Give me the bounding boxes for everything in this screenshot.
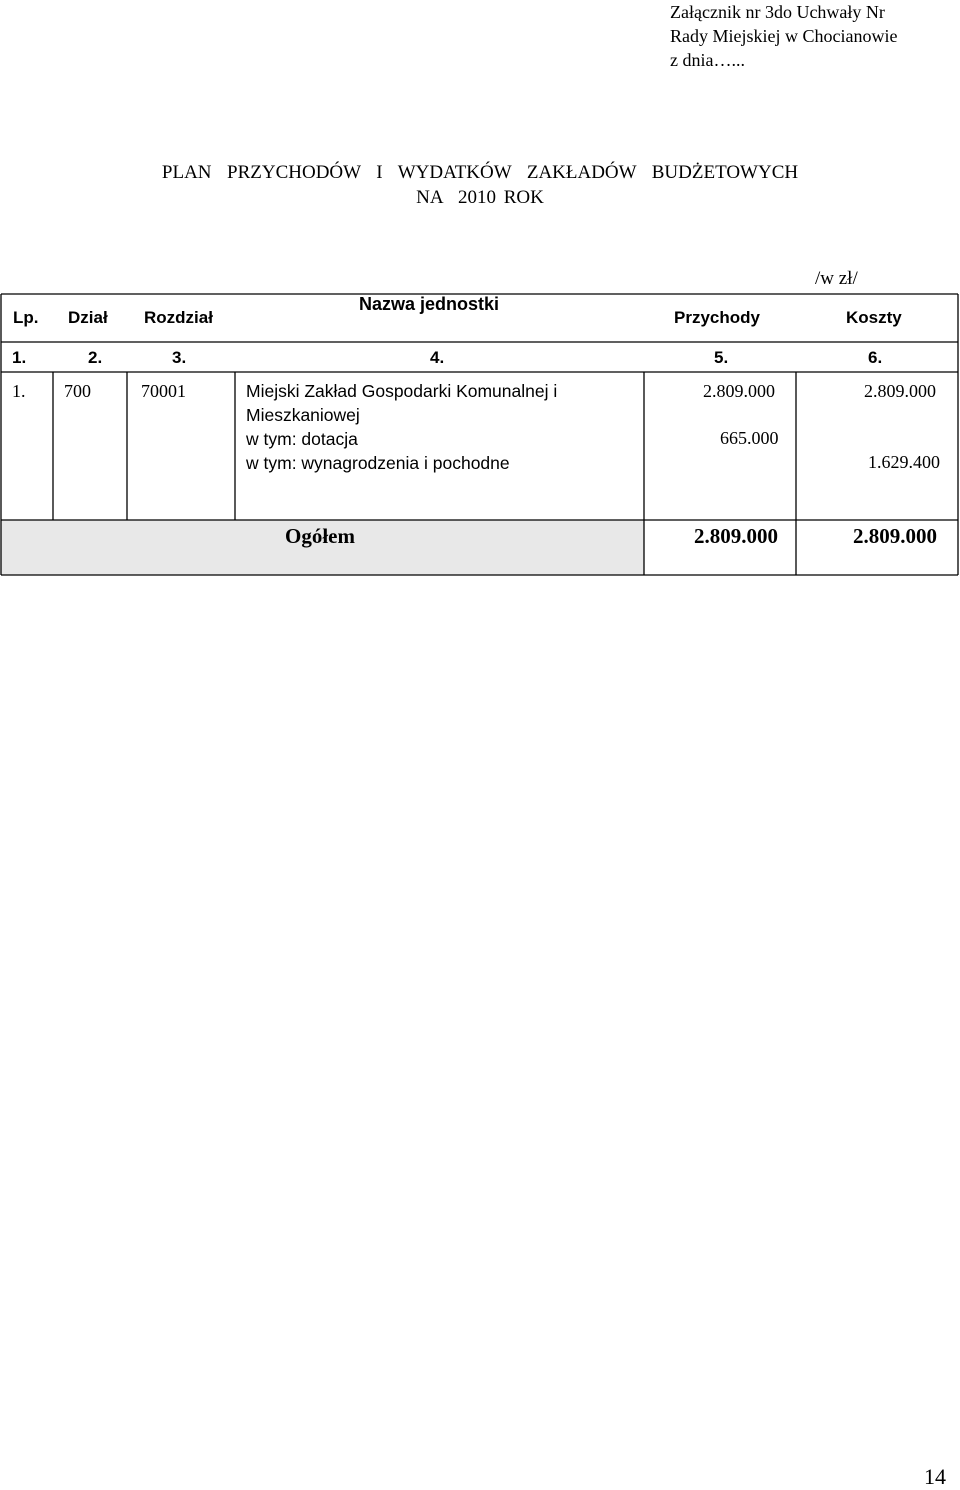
colnum-1: 1. [12,348,27,367]
row-nazwa-line-4: w tym: wynagrodzenia i pochodne [246,453,510,473]
row-nazwa-line-2: Mieszkaniowej [246,405,360,425]
annex-line-3: z dnia…... [670,50,745,70]
total-przychody: 2.809.000 [694,524,778,548]
header-rozdzial: Rozdział [144,308,213,327]
page-number: 14 [924,1464,946,1489]
row-koszty-wynagrodzenia: 1.629.400 [868,452,940,472]
colnum-6: 6. [868,348,883,367]
row-lp: 1. [12,381,26,401]
total-label: Ogółem [285,524,355,548]
row-dzial: 700 [64,381,91,401]
colnum-3: 3. [172,348,187,367]
header-lp: Lp. [13,308,39,327]
annex-line-2: Rady Miejskiej w Chocianowie [670,26,898,46]
header-przychody: Przychody [674,308,760,327]
row-przychody: 2.809.000 [703,381,775,401]
row-nazwa-line-1: Miejski Zakład Gospodarki Komunalnej i [246,381,558,401]
colnum-2: 2. [88,348,103,367]
header-dzial: Dział [68,308,108,327]
row-rozdzial: 70001 [141,381,186,401]
header-koszty: Koszty [846,308,902,327]
header-nazwa: Nazwa jednostki [359,294,500,314]
total-koszty: 2.809.000 [853,524,937,548]
row-nazwa-line-3: w tym: dotacja [246,429,358,449]
row-koszty: 2.809.000 [864,381,936,401]
title-line-2: NA 2010 ROK [416,187,544,208]
annex-line-1: Załącznik nr 3do Uchwały Nr [670,2,885,22]
title-line-1: PLAN PRZYCHODÓW I WYDATKÓW ZAKŁADÓW BUDŻETOWYCH [161,162,799,183]
row-przychody-dotacja: 665.000 [720,428,779,448]
unit-label: /w zł/ [815,268,858,289]
colnum-5: 5. [714,348,729,367]
colnum-4: 4. [430,348,445,367]
